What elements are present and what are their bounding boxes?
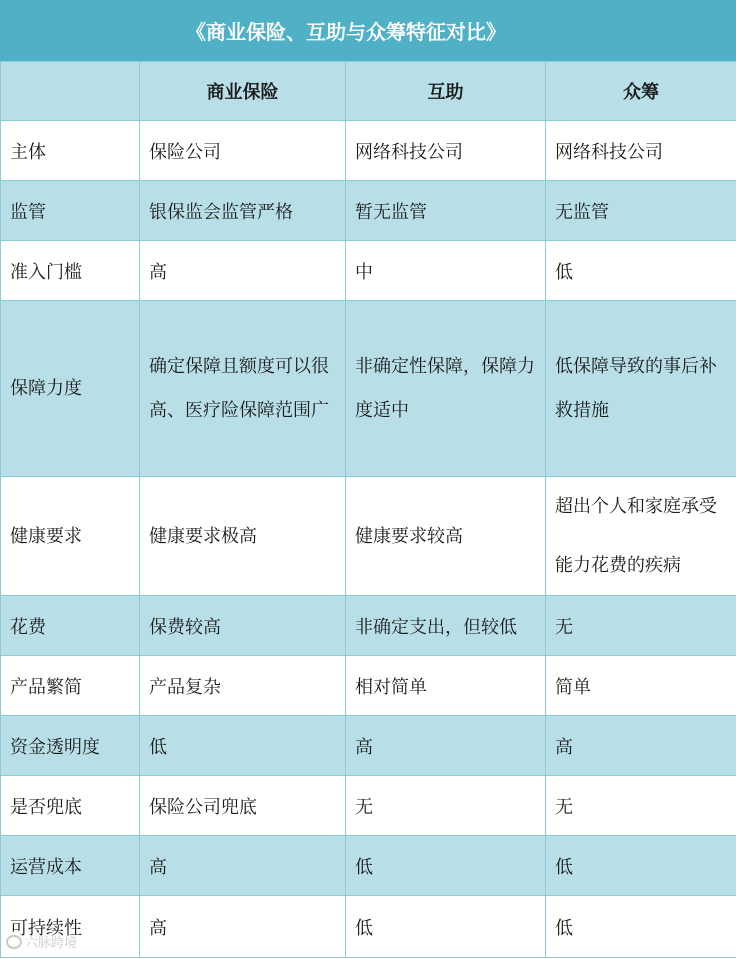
table-cell: 简单	[546, 656, 736, 716]
table-cell: 低	[546, 836, 736, 896]
table-row	[1, 656, 736, 716]
row-label: 资金透明度	[1, 716, 140, 776]
row-label: 花费	[1, 596, 140, 656]
title-bar	[0, 0, 736, 61]
row-label: 主体	[1, 121, 140, 181]
row-label: 运营成本	[1, 836, 140, 896]
row-label: 健康要求	[1, 477, 140, 596]
table-cell: 低	[346, 836, 546, 896]
comparison-table	[0, 61, 736, 958]
table-cell: 网络科技公司	[346, 121, 546, 181]
table-row	[1, 716, 736, 776]
table-cell: 无	[546, 776, 736, 836]
row-label: 是否兜底	[1, 776, 140, 836]
table-row	[1, 836, 736, 896]
table-cell: 高	[546, 716, 736, 776]
table-row	[1, 181, 736, 241]
table-row	[1, 477, 736, 596]
row-label: 准入门槛	[1, 241, 140, 301]
table-cell: 低保障导致的事后补救措施	[546, 301, 736, 477]
table-row	[1, 896, 736, 958]
table-row	[1, 776, 736, 836]
row-label: 监管	[1, 181, 140, 241]
watermark-text: 六脉跨境	[25, 936, 78, 951]
table-cell: 低	[546, 896, 736, 958]
table-cell: 无	[546, 596, 736, 656]
table-cell: 低	[546, 241, 736, 301]
table-cell: 健康要求极高	[140, 477, 346, 596]
table-cell: 高	[140, 896, 346, 958]
table-cell: 高	[346, 716, 546, 776]
table-cell: 保费较高	[140, 596, 346, 656]
column-header: 众筹	[546, 62, 736, 121]
table-cell: 低	[346, 896, 546, 958]
column-header	[1, 62, 140, 121]
table-cell: 产品复杂	[140, 656, 346, 716]
table-cell: 高	[140, 241, 346, 301]
table-header-row	[1, 62, 736, 121]
watermark	[6, 932, 77, 951]
table-cell: 中	[346, 241, 546, 301]
table-cell: 非确定支出，但较低	[346, 596, 546, 656]
table-cell: 低	[140, 716, 346, 776]
row-label: 保障力度	[1, 301, 140, 477]
page-title: 《商业保险、互助与众筹特征对比》	[186, 20, 506, 44]
table-cell: 网络科技公司	[546, 121, 736, 181]
table-row	[1, 121, 736, 181]
table-cell: 健康要求较高	[346, 477, 546, 596]
table-cell: 无	[346, 776, 546, 836]
table-cell: 保险公司	[140, 121, 346, 181]
column-header: 商业保险	[140, 62, 346, 121]
column-header: 互助	[346, 62, 546, 121]
table-cell: 超出个人和家庭承受能力花费的疾病	[546, 477, 736, 596]
table-cell: 保险公司兜底	[140, 776, 346, 836]
table-cell: 高	[140, 836, 346, 896]
table-cell: 无监管	[546, 181, 736, 241]
table-row	[1, 596, 736, 656]
table-cell: 相对简单	[346, 656, 546, 716]
table-cell: 非确定性保障，保障力度适中	[346, 301, 546, 477]
table-cell: 暂无监管	[346, 181, 546, 241]
table-row	[1, 241, 736, 301]
table-cell: 确定保障且额度可以很高、医疗险保障范围广	[140, 301, 346, 477]
logo-icon	[6, 935, 22, 949]
table-cell: 银保监会监管严格	[140, 181, 346, 241]
row-label: 产品繁简	[1, 656, 140, 716]
table-row	[1, 301, 736, 477]
row-label: 可持续性	[1, 896, 140, 958]
